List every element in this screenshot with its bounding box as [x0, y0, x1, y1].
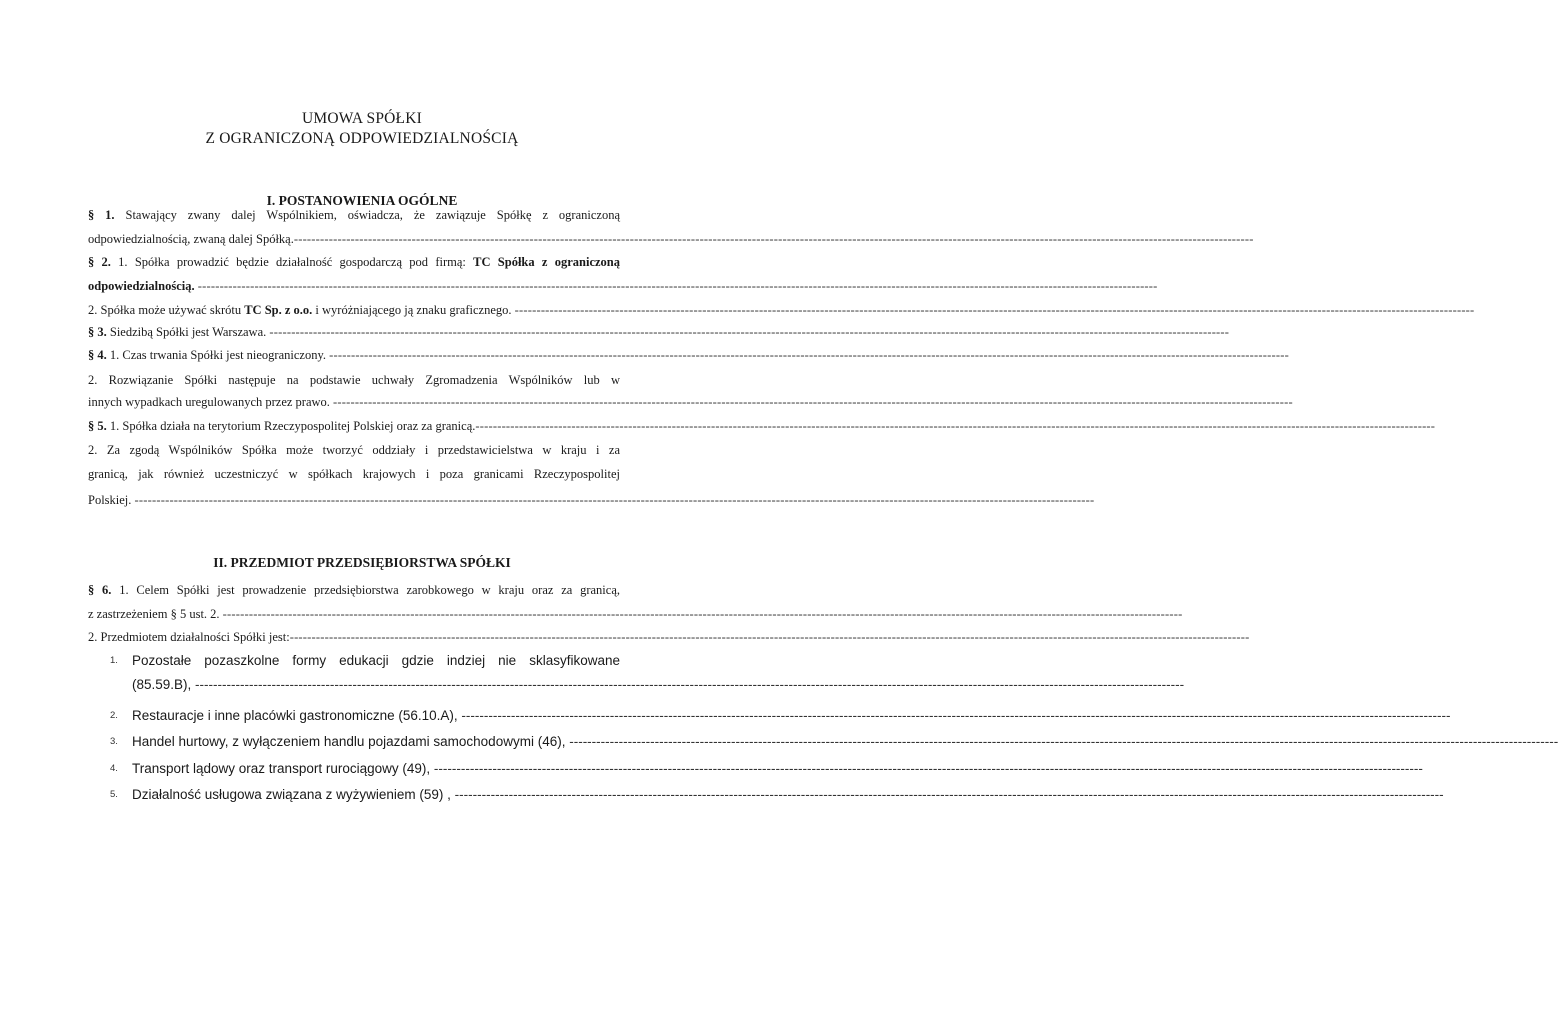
- bold-text: TC Spółka z ograniczoną: [473, 255, 620, 269]
- dash-filler: ----------------------------------------------------------------------------------------------------------------------------------------------------------------------------------------------------------------------------: [195, 677, 1185, 692]
- paragraph-line: [88, 627, 1250, 647]
- text: odpowiedzialnością, zwaną dalej Spółką.: [88, 232, 294, 246]
- list-item-number: 2.: [110, 710, 118, 721]
- dash-filler: ----------------------------------------------------------------------------------------------------------------------------------------------------------------------------------------------------------------------------: [134, 493, 1095, 507]
- text: 1. Celem Spółki jest prowadzenie przedsiębiorstwa zarobkowego w kraju oraz za granicą,: [111, 583, 620, 597]
- list-item-text: [132, 706, 1451, 726]
- text: 1. Spółka prowadzić będzie działalność gospodarczą pod firmą:: [110, 255, 474, 269]
- line-text: Restauracje i inne placówki gastronomiczne (56.10.A),: [132, 708, 462, 723]
- line-text: [88, 322, 269, 342]
- text: 2. Za zgodą Wspólników Spółka może tworzyć oddziały i przedstawicielstwa w kraju i za: [88, 443, 620, 457]
- dash-filler: ----------------------------------------------------------------------------------------------------------------------------------------------------------------------------------------------------------------------------: [514, 303, 1475, 317]
- text: 2. Przedmiotem działalności Spółki jest:: [88, 630, 290, 644]
- bold-text: § 2.: [88, 255, 111, 269]
- text: 2. Spółka może używać skrótu: [88, 303, 245, 317]
- dash-filler: ----------------------------------------------------------------------------------------------------------------------------------------------------------------------------------------------------------------------------: [329, 348, 1289, 362]
- bold-text: odpowiedzialnością.: [88, 279, 195, 293]
- line-text: [88, 229, 294, 249]
- dash-filler: ----------------------------------------------------------------------------------------------------------------------------------------------------------------------------------------------------------------------------: [293, 232, 1254, 246]
- line-text: Działalność usługowa związana z wyżywieniem (59) ,: [132, 787, 455, 802]
- line-text: [88, 392, 333, 412]
- bold-text: § 4.: [88, 348, 107, 362]
- paragraph-line: [88, 392, 1293, 412]
- paragraph-line: [88, 580, 620, 600]
- line-text: [88, 276, 198, 296]
- list-item: [110, 706, 1451, 726]
- list-item-text: [132, 785, 1444, 805]
- dash-filler: ----------------------------------------------------------------------------------------------------------------------------------------------------------------------------------------------------------------------------: [197, 279, 1158, 293]
- paragraph-line: [88, 604, 1183, 624]
- list-item: [110, 759, 1423, 779]
- line-text: [88, 416, 475, 436]
- line-text: [88, 490, 135, 510]
- line-text: [88, 604, 223, 624]
- document-title-line-1: UMOWA SPÓŁKI: [302, 110, 422, 127]
- paragraph-line: [88, 370, 620, 390]
- paragraph-line: [88, 276, 1158, 296]
- line-text: Handel hurtowy, z wyłączeniem handlu pojazdami samochodowymi (46),: [132, 734, 570, 749]
- text: Siedzibą Spółki jest Warszawa.: [106, 325, 270, 339]
- list-item-text: [132, 759, 1423, 779]
- list-item: [110, 675, 1185, 695]
- paragraph-line: [88, 205, 620, 225]
- dash-filler: ----------------------------------------------------------------------------------------------------------------------------------------------------------------------------------------------------------------------------: [333, 395, 1293, 409]
- line-text: [88, 300, 515, 320]
- dash-filler: ----------------------------------------------------------------------------------------------------------------------------------------------------------------------------------------------------------------------------: [454, 787, 1444, 802]
- text: 2. Rozwiązanie Spółki następuje na podstawie uchwały Zgromadzenia Wspólników lub w: [88, 373, 620, 387]
- section-heading: II. PRZEDMIOT PRZEDSIĘBIORSTWA SPÓŁKI: [213, 555, 511, 570]
- bold-text: § 3.: [88, 325, 107, 339]
- paragraph-line: [88, 416, 1436, 436]
- paragraph-line: [88, 322, 1230, 342]
- bold-text: § 5.: [88, 419, 107, 433]
- list-item-text: [132, 732, 1558, 752]
- bold-text: § 6.: [88, 583, 112, 597]
- text: i wyróżniającego ją znaku graficznego.: [312, 303, 515, 317]
- list-item: [110, 732, 1558, 752]
- list-item-text: [132, 675, 1185, 695]
- list-item-number: 5.: [110, 789, 118, 800]
- dash-filler: ----------------------------------------------------------------------------------------------------------------------------------------------------------------------------------------------------------------------------: [269, 325, 1230, 339]
- paragraph-line: [88, 252, 620, 272]
- paragraph-line: [88, 440, 620, 460]
- dash-filler: ----------------------------------------------------------------------------------------------------------------------------------------------------------------------------------------------------------------------------: [433, 761, 1423, 776]
- section-heading: I. POSTANOWIENIA OGÓLNE: [266, 193, 458, 208]
- line-text: [88, 627, 290, 647]
- list-item: [110, 651, 620, 671]
- dash-filler: ----------------------------------------------------------------------------------------------------------------------------------------------------------------------------------------------------------------------------: [222, 607, 1183, 621]
- paragraph-line: [88, 490, 1095, 510]
- paragraph-line: [88, 300, 1475, 320]
- list-item-number: 4.: [110, 763, 118, 774]
- text: Stawający zwany dalej Wspólnikiem, oświadcza, że zawiązuje Spółkę z ograniczoną: [114, 208, 621, 222]
- list-item-number: 1.: [110, 655, 118, 666]
- list-item: [110, 785, 1444, 805]
- bold-text: TC Sp. z o.o.: [244, 303, 313, 317]
- list-item-text: Pozostałe pozaszkolne formy edukacji gdzie indziej nie sklasyfikowane: [132, 653, 620, 668]
- text: 1. Czas trwania Spółki jest nieograniczony.: [106, 348, 330, 362]
- bold-text: § 1.: [88, 208, 115, 222]
- paragraph-line: [88, 229, 1254, 249]
- text: innych wypadkach uregulowanych przez prawo.: [88, 395, 334, 409]
- line-text: Transport lądowy oraz transport rurociągowy (49),: [132, 761, 434, 776]
- dash-filler: ----------------------------------------------------------------------------------------------------------------------------------------------------------------------------------------------------------------------------: [569, 734, 1558, 749]
- text: z zastrzeżeniem § 5 ust. 2.: [88, 607, 223, 621]
- paragraph-line: [88, 345, 1289, 365]
- dash-filler: ----------------------------------------------------------------------------------------------------------------------------------------------------------------------------------------------------------------------------: [289, 630, 1250, 644]
- line-text: [88, 345, 329, 365]
- paragraph-line: [88, 464, 620, 484]
- dash-filler: ----------------------------------------------------------------------------------------------------------------------------------------------------------------------------------------------------------------------------: [461, 708, 1451, 723]
- text: 1. Spółka działa na terytorium Rzeczypospolitej Polskiej oraz za granicą.: [106, 419, 476, 433]
- dash-filler: ----------------------------------------------------------------------------------------------------------------------------------------------------------------------------------------------------------------------------: [475, 419, 1436, 433]
- text: Polskiej.: [88, 493, 135, 507]
- list-item-number: 3.: [110, 736, 118, 747]
- line-text: (85.59.B),: [132, 677, 196, 692]
- text: granicą, jak również uczestniczyć w spółkach krajowych i poza granicami Rzeczypospolitej: [88, 467, 620, 481]
- document-title-line-2: Z OGRANICZONĄ ODPOWIEDZIALNOŚCIĄ: [205, 130, 519, 147]
